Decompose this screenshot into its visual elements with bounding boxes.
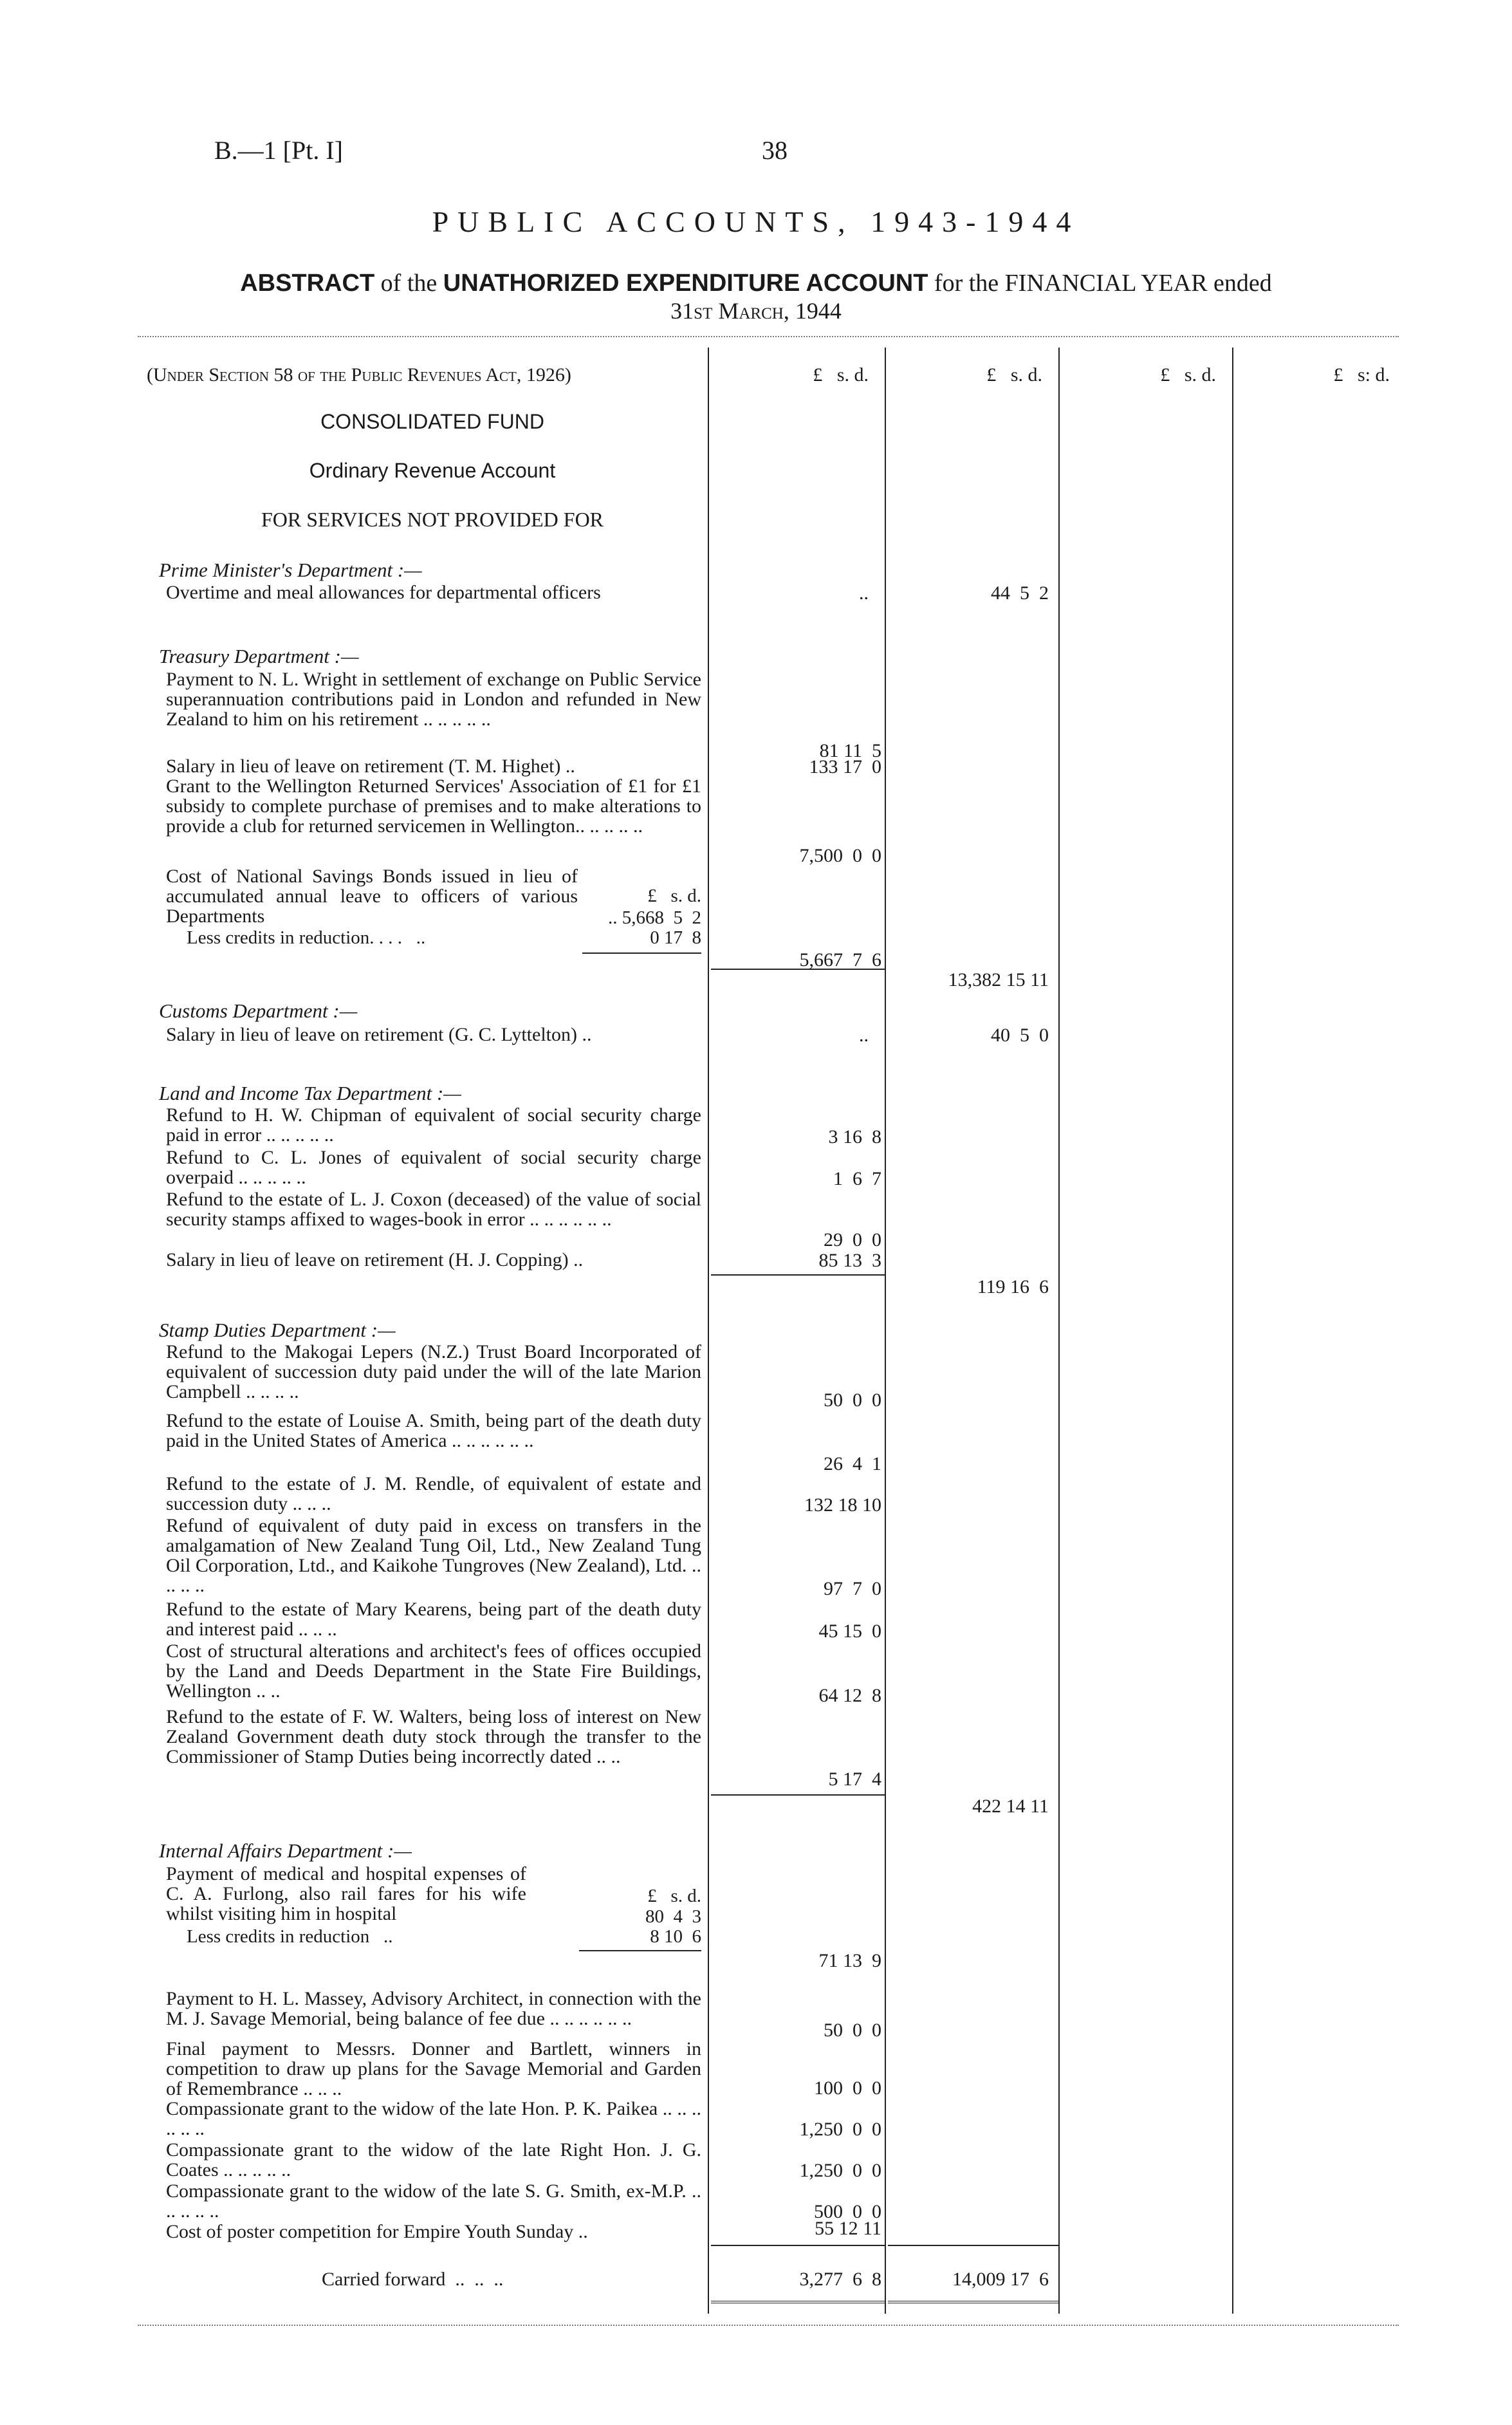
amount: 97 7 0 bbox=[824, 1578, 881, 1599]
column-divider bbox=[1232, 348, 1233, 2314]
department-heading: Customs Department :— bbox=[159, 999, 358, 1022]
expenditure-item: Compassionate grant to the widow of the late Hon. P. K. Paikea .. .. .. .. .. .. bbox=[166, 2098, 701, 2139]
expenditure-item: Cost of National Savings Bonds issued in lieu of accumulated annual leave to officers of various Departments bbox=[166, 866, 578, 927]
amount: 85 13 3 bbox=[818, 1250, 881, 1271]
total-rule bbox=[711, 1794, 885, 1796]
amount: 29 0 0 bbox=[824, 1229, 881, 1250]
section-heading: FOR SERVICES NOT PROVIDED FOR bbox=[261, 508, 604, 531]
carried-forward-label: Carried forward .. .. .. bbox=[322, 2269, 504, 2290]
department-heading: Land and Income Tax Department :— bbox=[159, 1082, 461, 1104]
amount: 71 13 9 bbox=[818, 1950, 881, 1971]
carried-forward-amount: 3,277 6 8 bbox=[799, 2269, 881, 2290]
amount: 55 12 11 bbox=[815, 2218, 881, 2239]
amount: 3 16 8 bbox=[828, 1126, 881, 1147]
document-reference: B.—1 [Pt. I] bbox=[214, 136, 343, 165]
expenditure-item: Cost of structural alterations and architect's fees of offices occupied by the Land and Deeds Department in the State Fire Buildings, Wellington .. .. bbox=[166, 1640, 701, 1702]
final-rule bbox=[888, 2301, 1058, 2303]
amount: .. bbox=[859, 582, 869, 604]
department-heading: Stamp Duties Department :— bbox=[159, 1319, 396, 1341]
page-number: 38 bbox=[762, 136, 788, 165]
amount: 5 17 4 bbox=[828, 1769, 881, 1790]
account-name: UNATHORIZED EXPENDITURE ACCOUNT bbox=[443, 270, 928, 297]
expenditure-item: Refund to the Makogai Lepers (N.Z.) Trust Board Incorporated of equivalent of succession duty paid under the will of the late Marion Campbell .. .. .. .. bbox=[166, 1341, 701, 1402]
amount: 1 6 7 bbox=[833, 1168, 881, 1189]
expenditure-item: Compassionate grant to the widow of the late S. G. Smith, ex-M.P. .. .. .. .. .. bbox=[166, 2180, 701, 2222]
column-heading: £ s. d. bbox=[986, 364, 1042, 386]
sub-column-heading: £ s. d. bbox=[647, 1886, 701, 1906]
amount: .. bbox=[859, 1025, 869, 1046]
expenditure-item: Cost of poster competition for Empire Youth Sunday .. bbox=[166, 2221, 588, 2242]
abstract-period: for the FINANCIAL YEAR ended bbox=[928, 270, 1272, 297]
amount: 50 0 0 bbox=[824, 2020, 881, 2041]
sub-column-heading: £ s. d. bbox=[647, 886, 701, 906]
total-rule bbox=[711, 2245, 885, 2246]
department-heading: Internal Affairs Department :— bbox=[159, 1839, 412, 1862]
column-divider bbox=[1058, 348, 1060, 2314]
header-divider bbox=[138, 336, 1399, 337]
authority-note: (Under Section 58 of the Public Revenues Act, 1926) bbox=[147, 364, 571, 386]
amount: 50 0 0 bbox=[824, 1389, 881, 1411]
amount: 500 0 0 bbox=[814, 2201, 881, 2222]
page-title: PUBLIC ACCOUNTS, 1943-1944 bbox=[432, 205, 1080, 238]
expenditure-item: Refund to C. L. Jones of equivalent of social security charge overpaid .. .. .. .. .. bbox=[166, 1147, 701, 1188]
expenditure-item: Final payment to Messrs. Donner and Bartlett, winners in competition to draw up plans for the Savage Memorial and Garden of Remembrance .. .. .. bbox=[166, 2038, 701, 2099]
section-total: 13,382 15 11 bbox=[948, 969, 1049, 990]
subtotal-rule bbox=[582, 952, 701, 954]
amount: 45 15 0 bbox=[818, 1621, 881, 1642]
expenditure-item: Payment of medical and hospital expenses of C. A. Furlong, also rail fares for his wife whilst visiting him in hospital bbox=[166, 1863, 526, 1924]
account-heading: Ordinary Revenue Account bbox=[309, 459, 556, 482]
column-heading: £ s. d. bbox=[813, 364, 869, 386]
expenditure-item: Salary in lieu of leave on retirement (G. C. Lyttelton) .. bbox=[166, 1024, 592, 1045]
abstract-title bbox=[0, 269, 1512, 297]
fund-heading: CONSOLIDATED FUND bbox=[320, 410, 544, 433]
total-rule bbox=[711, 969, 885, 970]
expenditure-item: Overtime and meal allowances for departmental officers bbox=[166, 582, 601, 603]
expenditure-item: Refund of equivalent of duty paid in excess on transfers in the amalgamation of New Zealand Tung Oil, Ltd., New Zealand Tung Oil Corporation, Ltd., and Kaikohe Tungroves (New Zealand), Ltd. .. .. .. .. bbox=[166, 1515, 701, 1596]
expenditure-item: Grant to the Wellington Returned Services' Association of £1 for £1 subsidy to complete purchase of premises and to make alterations to provide a club for returned servicemen in Wellington.. .. .. .. .. bbox=[166, 776, 701, 837]
subtotal-rule bbox=[579, 1950, 701, 1951]
section-total: 119 16 6 bbox=[977, 1276, 1049, 1297]
final-rule bbox=[711, 2301, 885, 2303]
gross-amount: .. 5,668 5 2 bbox=[608, 907, 701, 928]
amount: 133 17 0 bbox=[809, 756, 881, 777]
expenditure-item: Refund to the estate of L. J. Coxon (deceased) of the value of social security stamps affixed to wages-book in error .. .. .. .. .. .. bbox=[166, 1189, 701, 1230]
column-heading: £ s: d. bbox=[1333, 364, 1390, 386]
column-divider bbox=[885, 348, 886, 2314]
expenditure-item: Payment to N. L. Wright in settlement of exchange on Public Service superannuation contributions paid in London and refunded in New Zealand to him on his retirement .. .. .. .. .. bbox=[166, 669, 701, 730]
carried-forward-amount: 14,009 17 6 bbox=[952, 2269, 1049, 2290]
expenditure-item: Refund to the estate of J. M. Rendle, of equivalent of estate and succession duty .. .. .. bbox=[166, 1473, 701, 1514]
credit-amount: 0 17 8 bbox=[650, 927, 701, 948]
column-heading: £ s. d. bbox=[1160, 364, 1216, 386]
amount: 132 18 10 bbox=[804, 1494, 881, 1516]
expenditure-item: Refund to the estate of Mary Kearens, being part of the death duty and interest paid .. .. .. bbox=[166, 1599, 701, 1640]
expenditure-item: Refund to the estate of Louise A. Smith, being part of the death duty paid in the United States of America .. .. .. .. .. .. bbox=[166, 1410, 701, 1451]
less-credits-label: Less credits in reduction. . . . .. bbox=[187, 927, 426, 948]
credit-amount: 8 10 6 bbox=[650, 1926, 701, 1947]
expenditure-item: Salary in lieu of leave on retirement (H. J. Copping) .. bbox=[166, 1249, 584, 1270]
department-heading: Prime Minister's Department :— bbox=[159, 559, 422, 581]
column-divider bbox=[708, 348, 709, 2314]
amount: 40 5 0 bbox=[991, 1025, 1049, 1046]
amount: 26 4 1 bbox=[824, 1453, 881, 1474]
expenditure-item: Salary in lieu of leave on retirement (T. M. Highet) .. bbox=[166, 756, 575, 777]
expenditure-item: Payment to H. L. Massey, Advisory Architect, in connection with the M. J. Savage Memorial, being balance of fee due .. .. .. .. .. .. bbox=[166, 1988, 701, 2029]
period-date: 31st March, 1944 bbox=[670, 298, 842, 324]
amount: 7,500 0 0 bbox=[799, 845, 881, 866]
department-heading: Treasury Department :— bbox=[159, 645, 359, 667]
abstract-connector: of the bbox=[374, 270, 443, 297]
total-rule bbox=[888, 2245, 1058, 2246]
amount: 100 0 0 bbox=[814, 2077, 881, 2099]
total-rule bbox=[711, 1274, 885, 1276]
section-total: 422 14 11 bbox=[972, 1796, 1049, 1817]
amount: 64 12 8 bbox=[818, 1685, 881, 1706]
less-credits-label: Less credits in reduction .. bbox=[187, 1926, 393, 1947]
expenditure-item: Refund to the estate of F. W. Walters, being loss of interest on New Zealand Government death duty stock through the transfer to the Commissioner of Stamp Duties being incorrectly dated .. .. bbox=[166, 1706, 701, 1767]
amount: 44 5 2 bbox=[991, 582, 1049, 604]
abstract-word: ABSTRACT bbox=[240, 270, 375, 297]
amount: 81 11 5 bbox=[819, 740, 881, 761]
footer-divider bbox=[138, 2325, 1399, 2326]
amount: 5,667 7 6 bbox=[799, 949, 881, 971]
amount: 1,250 0 0 bbox=[799, 2160, 881, 2181]
gross-amount: 80 4 3 bbox=[645, 1906, 701, 1927]
amount: 1,250 0 0 bbox=[799, 2119, 881, 2140]
expenditure-item: Refund to H. W. Chipman of equivalent of social security charge paid in error .. .. .. .. .. bbox=[166, 1104, 701, 1146]
expenditure-item: Compassionate grant to the widow of the late Right Hon. J. G. Coates .. .. .. .. .. bbox=[166, 2139, 701, 2180]
